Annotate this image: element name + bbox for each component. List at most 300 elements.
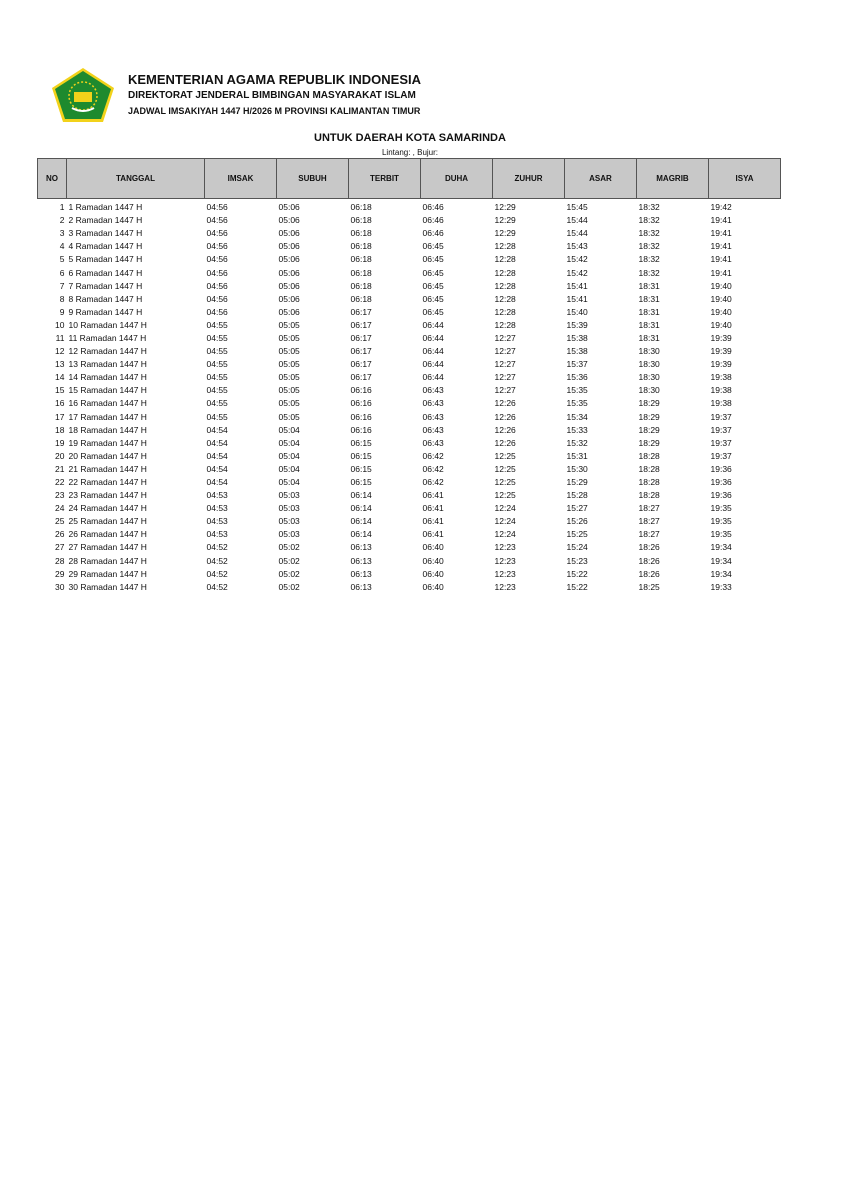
cell-magrib: 18:30 <box>638 359 660 370</box>
cell-subuh: 05:02 <box>278 555 300 566</box>
table-row <box>38 345 781 358</box>
cell-tanggal: 4 Ramadan 1447 H <box>68 241 143 252</box>
cell-asar: 15:38 <box>566 346 588 357</box>
cell-duha: 06:42 <box>422 463 444 474</box>
cell-terbit: 06:18 <box>350 280 372 291</box>
cell-asar: 15:34 <box>566 411 588 422</box>
cell-imsak: 04:53 <box>206 529 228 540</box>
cell-subuh: 05:06 <box>278 254 300 265</box>
cell-no: 5 <box>59 254 65 265</box>
cell-asar: 15:35 <box>566 398 588 409</box>
cell-tanggal: 25 Ramadan 1447 H <box>68 516 147 527</box>
cell-subuh: 05:03 <box>278 529 300 540</box>
cell-asar: 15:44 <box>566 228 588 239</box>
cell-asar: 15:36 <box>566 372 588 383</box>
cell-zuhur: 12:27 <box>494 372 516 383</box>
table-row <box>38 581 781 594</box>
cell-terbit: 06:18 <box>350 228 372 239</box>
cell-subuh: 05:05 <box>278 411 300 422</box>
cell-magrib: 18:25 <box>638 581 660 592</box>
cell-imsak: 04:54 <box>206 463 228 474</box>
table-row <box>38 515 781 528</box>
cell-no: 8 <box>59 293 65 304</box>
cell-magrib: 18:30 <box>638 372 660 383</box>
cell-asar: 15:26 <box>566 516 588 527</box>
cell-isya: 19:40 <box>710 306 732 317</box>
cell-zuhur: 12:25 <box>494 477 516 488</box>
cell-tanggal: 12 Ramadan 1447 H <box>68 346 147 357</box>
cell-magrib: 18:27 <box>638 516 660 527</box>
cell-isya: 19:41 <box>710 215 732 226</box>
column-header-asar: ASAR <box>565 159 637 199</box>
cell-subuh: 05:05 <box>278 346 300 357</box>
cell-duha: 06:41 <box>422 516 444 527</box>
cell-duha: 06:46 <box>422 215 444 226</box>
cell-asar: 15:40 <box>566 306 588 317</box>
cell-isya: 19:38 <box>710 385 732 396</box>
cell-isya: 19:33 <box>710 581 732 592</box>
cell-isya: 19:41 <box>710 254 732 265</box>
cell-isya: 19:39 <box>710 346 732 357</box>
cell-subuh: 05:06 <box>278 215 300 226</box>
table-header-row <box>38 159 781 199</box>
cell-asar: 15:41 <box>566 293 588 304</box>
cell-magrib: 18:32 <box>638 215 660 226</box>
table-row <box>38 266 781 279</box>
cell-tanggal: 3 Ramadan 1447 H <box>68 228 143 239</box>
table-row <box>38 397 781 410</box>
cell-asar: 15:42 <box>566 267 588 278</box>
cell-zuhur: 12:28 <box>494 306 516 317</box>
cell-subuh: 05:06 <box>278 293 300 304</box>
cell-isya: 19:37 <box>710 450 732 461</box>
cell-terbit: 06:13 <box>350 555 372 566</box>
table-row <box>38 384 781 397</box>
table-row <box>38 293 781 306</box>
table-row <box>38 280 781 293</box>
cell-terbit: 06:13 <box>350 542 372 553</box>
cell-imsak: 04:52 <box>206 568 228 579</box>
cell-magrib: 18:26 <box>638 542 660 553</box>
imsakiyah-table <box>37 158 781 594</box>
cell-no: 21 <box>55 463 65 474</box>
cell-tanggal: 21 Ramadan 1447 H <box>68 463 147 474</box>
cell-terbit: 06:15 <box>350 437 372 448</box>
cell-zuhur: 12:28 <box>494 241 516 252</box>
cell-no: 20 <box>55 450 65 461</box>
cell-terbit: 06:17 <box>350 319 372 330</box>
cell-magrib: 18:32 <box>638 254 660 265</box>
table-row <box>38 306 781 319</box>
cell-imsak: 04:52 <box>206 581 228 592</box>
cell-imsak: 04:56 <box>206 267 228 278</box>
cell-isya: 19:39 <box>710 359 732 370</box>
cell-zuhur: 12:23 <box>494 581 516 592</box>
cell-zuhur: 12:28 <box>494 280 516 291</box>
cell-tanggal: 24 Ramadan 1447 H <box>68 503 147 514</box>
cell-no: 14 <box>55 372 65 383</box>
table-row <box>38 199 781 215</box>
cell-asar: 15:44 <box>566 215 588 226</box>
cell-subuh: 05:05 <box>278 332 300 343</box>
cell-isya: 19:34 <box>710 568 732 579</box>
cell-magrib: 18:29 <box>638 411 660 422</box>
cell-no: 29 <box>55 568 65 579</box>
cell-magrib: 18:32 <box>638 228 660 239</box>
cell-duha: 06:44 <box>422 372 444 383</box>
cell-no: 17 <box>55 411 65 422</box>
cell-terbit: 06:13 <box>350 581 372 592</box>
cell-magrib: 18:28 <box>638 450 660 461</box>
cell-no: 18 <box>55 424 65 435</box>
cell-tanggal: 1 Ramadan 1447 H <box>68 202 143 213</box>
cell-duha: 06:45 <box>422 306 444 317</box>
cell-magrib: 18:31 <box>638 332 660 343</box>
cell-terbit: 06:18 <box>350 241 372 252</box>
ministry-title: KEMENTERIAN AGAMA REPUBLIK INDONESIA <box>128 72 421 87</box>
cell-imsak: 04:52 <box>206 555 228 566</box>
cell-terbit: 06:16 <box>350 385 372 396</box>
cell-isya: 19:42 <box>710 202 732 213</box>
cell-duha: 06:40 <box>422 568 444 579</box>
cell-asar: 15:33 <box>566 424 588 435</box>
cell-isya: 19:38 <box>710 398 732 409</box>
cell-no: 4 <box>59 241 65 252</box>
cell-isya: 19:35 <box>710 516 732 527</box>
cell-asar: 15:42 <box>566 254 588 265</box>
cell-subuh: 05:04 <box>278 437 300 448</box>
cell-terbit: 06:18 <box>350 267 372 278</box>
table-row <box>38 411 781 424</box>
cell-tanggal: 11 Ramadan 1447 H <box>68 332 147 343</box>
cell-terbit: 06:18 <box>350 254 372 265</box>
cell-zuhur: 12:23 <box>494 555 516 566</box>
cell-zuhur: 12:25 <box>494 463 516 474</box>
cell-asar: 15:37 <box>566 359 588 370</box>
cell-tanggal: 18 Ramadan 1447 H <box>68 424 147 435</box>
cell-zuhur: 12:24 <box>494 529 516 540</box>
cell-magrib: 18:29 <box>638 424 660 435</box>
directorate-title: DIREKTORAT JENDERAL BIMBINGAN MASYARAKAT ISLAM <box>128 90 416 101</box>
cell-terbit: 06:16 <box>350 398 372 409</box>
cell-duha: 06:45 <box>422 280 444 291</box>
cell-no: 22 <box>55 477 65 488</box>
cell-imsak: 04:56 <box>206 280 228 291</box>
cell-zuhur: 12:28 <box>494 267 516 278</box>
cell-duha: 06:40 <box>422 542 444 553</box>
cell-imsak: 04:56 <box>206 293 228 304</box>
cell-duha: 06:44 <box>422 319 444 330</box>
cell-no: 9 <box>59 306 65 317</box>
cell-asar: 15:31 <box>566 450 588 461</box>
cell-terbit: 06:15 <box>350 477 372 488</box>
cell-imsak: 04:56 <box>206 202 228 213</box>
cell-subuh: 05:06 <box>278 267 300 278</box>
cell-imsak: 04:53 <box>206 516 228 527</box>
cell-subuh: 05:04 <box>278 477 300 488</box>
cell-magrib: 18:31 <box>638 280 660 291</box>
cell-imsak: 04:54 <box>206 477 228 488</box>
cell-zuhur: 12:29 <box>494 202 516 213</box>
table-row <box>38 489 781 502</box>
table-row <box>38 319 781 332</box>
cell-duha: 06:44 <box>422 346 444 357</box>
kemenag-logo-icon <box>50 66 116 124</box>
cell-isya: 19:37 <box>710 411 732 422</box>
cell-duha: 06:40 <box>422 581 444 592</box>
cell-zuhur: 12:28 <box>494 319 516 330</box>
cell-tanggal: 14 Ramadan 1447 H <box>68 372 147 383</box>
cell-isya: 19:41 <box>710 241 732 252</box>
cell-terbit: 06:18 <box>350 202 372 213</box>
cell-isya: 19:36 <box>710 477 732 488</box>
column-header-isya: ISYA <box>709 159 781 199</box>
cell-no: 3 <box>59 228 65 239</box>
cell-no: 27 <box>55 542 65 553</box>
cell-terbit: 06:17 <box>350 372 372 383</box>
cell-tanggal: 5 Ramadan 1447 H <box>68 254 143 265</box>
cell-terbit: 06:17 <box>350 306 372 317</box>
cell-no: 7 <box>59 280 65 291</box>
table-row <box>38 476 781 489</box>
cell-duha: 06:42 <box>422 477 444 488</box>
cell-subuh: 05:02 <box>278 542 300 553</box>
cell-duha: 06:43 <box>422 398 444 409</box>
cell-subuh: 05:02 <box>278 581 300 592</box>
cell-zuhur: 12:26 <box>494 424 516 435</box>
cell-no: 26 <box>55 529 65 540</box>
cell-subuh: 05:05 <box>278 398 300 409</box>
cell-zuhur: 12:28 <box>494 293 516 304</box>
cell-zuhur: 12:29 <box>494 215 516 226</box>
cell-tanggal: 23 Ramadan 1447 H <box>68 490 147 501</box>
cell-no: 10 <box>55 319 65 330</box>
column-header-imsak: IMSAK <box>205 159 277 199</box>
region-title: UNTUK DAERAH KOTA SAMARINDA <box>314 132 506 144</box>
cell-no: 15 <box>55 385 65 396</box>
cell-asar: 15:22 <box>566 568 588 579</box>
cell-magrib: 18:26 <box>638 555 660 566</box>
cell-duha: 06:41 <box>422 529 444 540</box>
cell-duha: 06:46 <box>422 228 444 239</box>
cell-subuh: 05:03 <box>278 516 300 527</box>
cell-zuhur: 12:27 <box>494 332 516 343</box>
cell-asar: 15:23 <box>566 555 588 566</box>
cell-tanggal: 2 Ramadan 1447 H <box>68 215 143 226</box>
cell-zuhur: 12:26 <box>494 398 516 409</box>
cell-zuhur: 12:24 <box>494 516 516 527</box>
cell-terbit: 06:15 <box>350 450 372 461</box>
cell-imsak: 04:54 <box>206 424 228 435</box>
cell-isya: 19:36 <box>710 463 732 474</box>
cell-subuh: 05:05 <box>278 372 300 383</box>
table-row <box>38 371 781 384</box>
cell-asar: 15:28 <box>566 490 588 501</box>
cell-imsak: 04:56 <box>206 241 228 252</box>
cell-no: 2 <box>59 215 65 226</box>
cell-imsak: 04:55 <box>206 372 228 383</box>
cell-duha: 06:46 <box>422 202 444 213</box>
cell-subuh: 05:04 <box>278 424 300 435</box>
cell-terbit: 06:18 <box>350 293 372 304</box>
cell-terbit: 06:17 <box>350 332 372 343</box>
cell-no: 11 <box>55 332 65 343</box>
cell-magrib: 18:28 <box>638 463 660 474</box>
cell-tanggal: 7 Ramadan 1447 H <box>68 280 143 291</box>
cell-subuh: 05:04 <box>278 450 300 461</box>
cell-asar: 15:32 <box>566 437 588 448</box>
cell-tanggal: 9 Ramadan 1447 H <box>68 306 143 317</box>
cell-isya: 19:36 <box>710 490 732 501</box>
cell-terbit: 06:17 <box>350 346 372 357</box>
table-row <box>38 332 781 345</box>
cell-imsak: 04:55 <box>206 346 228 357</box>
cell-subuh: 05:06 <box>278 228 300 239</box>
cell-duha: 06:43 <box>422 437 444 448</box>
cell-no: 12 <box>55 346 65 357</box>
schedule-title: JADWAL IMSAKIYAH 1447 H/2026 M PROVINSI KALIMANTAN TIMUR <box>128 106 421 116</box>
cell-no: 28 <box>55 555 65 566</box>
cell-magrib: 18:32 <box>638 241 660 252</box>
cell-magrib: 18:30 <box>638 346 660 357</box>
cell-imsak: 04:53 <box>206 503 228 514</box>
cell-zuhur: 12:23 <box>494 542 516 553</box>
cell-terbit: 06:16 <box>350 411 372 422</box>
cell-no: 25 <box>55 516 65 527</box>
cell-tanggal: 19 Ramadan 1447 H <box>68 437 147 448</box>
cell-zuhur: 12:26 <box>494 437 516 448</box>
cell-magrib: 18:31 <box>638 306 660 317</box>
cell-tanggal: 13 Ramadan 1447 H <box>68 359 147 370</box>
cell-asar: 15:38 <box>566 332 588 343</box>
cell-duha: 06:43 <box>422 385 444 396</box>
cell-subuh: 05:06 <box>278 306 300 317</box>
cell-zuhur: 12:25 <box>494 450 516 461</box>
column-header-duha: DUHA <box>421 159 493 199</box>
cell-duha: 06:44 <box>422 332 444 343</box>
cell-terbit: 06:14 <box>350 490 372 501</box>
cell-magrib: 18:30 <box>638 385 660 396</box>
cell-asar: 15:39 <box>566 319 588 330</box>
cell-asar: 15:30 <box>566 463 588 474</box>
cell-asar: 15:29 <box>566 477 588 488</box>
cell-imsak: 04:54 <box>206 437 228 448</box>
cell-zuhur: 12:23 <box>494 568 516 579</box>
cell-terbit: 06:16 <box>350 424 372 435</box>
table-row <box>38 463 781 476</box>
cell-isya: 19:34 <box>710 555 732 566</box>
cell-terbit: 06:14 <box>350 516 372 527</box>
cell-asar: 15:35 <box>566 385 588 396</box>
cell-zuhur: 12:26 <box>494 411 516 422</box>
cell-magrib: 18:32 <box>638 267 660 278</box>
cell-subuh: 05:05 <box>278 319 300 330</box>
cell-terbit: 06:14 <box>350 529 372 540</box>
cell-terbit: 06:17 <box>350 359 372 370</box>
cell-zuhur: 12:25 <box>494 490 516 501</box>
cell-magrib: 18:29 <box>638 398 660 409</box>
table-row <box>38 227 781 240</box>
cell-zuhur: 12:28 <box>494 254 516 265</box>
cell-imsak: 04:55 <box>206 385 228 396</box>
cell-imsak: 04:56 <box>206 215 228 226</box>
cell-magrib: 18:26 <box>638 568 660 579</box>
cell-duha: 06:43 <box>422 424 444 435</box>
cell-subuh: 05:05 <box>278 385 300 396</box>
cell-duha: 06:44 <box>422 359 444 370</box>
cell-imsak: 04:56 <box>206 228 228 239</box>
cell-terbit: 06:15 <box>350 463 372 474</box>
column-header-subuh: SUBUH <box>277 159 349 199</box>
table-row <box>38 424 781 437</box>
cell-no: 30 <box>55 581 65 592</box>
cell-isya: 19:40 <box>710 293 732 304</box>
cell-subuh: 05:06 <box>278 202 300 213</box>
cell-subuh: 05:06 <box>278 241 300 252</box>
cell-no: 24 <box>55 503 65 514</box>
table-row <box>38 358 781 371</box>
cell-imsak: 04:52 <box>206 542 228 553</box>
cell-zuhur: 12:27 <box>494 359 516 370</box>
cell-tanggal: 26 Ramadan 1447 H <box>68 529 147 540</box>
cell-isya: 19:37 <box>710 437 732 448</box>
cell-duha: 06:45 <box>422 267 444 278</box>
cell-isya: 19:40 <box>710 280 732 291</box>
table-row <box>38 528 781 541</box>
cell-magrib: 18:31 <box>638 293 660 304</box>
cell-isya: 19:35 <box>710 529 732 540</box>
table-row <box>38 253 781 266</box>
cell-magrib: 18:27 <box>638 503 660 514</box>
cell-magrib: 18:28 <box>638 490 660 501</box>
cell-isya: 19:34 <box>710 542 732 553</box>
table-row <box>38 450 781 463</box>
cell-tanggal: 10 Ramadan 1447 H <box>68 319 147 330</box>
cell-subuh: 05:05 <box>278 359 300 370</box>
cell-imsak: 04:56 <box>206 254 228 265</box>
cell-duha: 06:40 <box>422 555 444 566</box>
cell-terbit: 06:14 <box>350 503 372 514</box>
cell-zuhur: 12:27 <box>494 385 516 396</box>
cell-imsak: 04:55 <box>206 411 228 422</box>
table-row <box>38 555 781 568</box>
coordinates: Lintang: , Bujur: <box>381 148 439 157</box>
cell-asar: 15:45 <box>566 202 588 213</box>
cell-isya: 19:41 <box>710 267 732 278</box>
cell-magrib: 18:29 <box>638 437 660 448</box>
cell-tanggal: 16 Ramadan 1447 H <box>68 398 147 409</box>
cell-subuh: 05:02 <box>278 568 300 579</box>
table-row <box>38 214 781 227</box>
cell-asar: 15:27 <box>566 503 588 514</box>
cell-no: 13 <box>55 359 65 370</box>
cell-duha: 06:43 <box>422 411 444 422</box>
cell-no: 23 <box>55 490 65 501</box>
cell-zuhur: 12:29 <box>494 228 516 239</box>
cell-asar: 15:41 <box>566 280 588 291</box>
cell-magrib: 18:31 <box>638 319 660 330</box>
cell-asar: 15:43 <box>566 241 588 252</box>
cell-subuh: 05:06 <box>278 280 300 291</box>
cell-no: 1 <box>59 202 65 213</box>
cell-isya: 19:37 <box>710 424 732 435</box>
cell-zuhur: 12:27 <box>494 346 516 357</box>
cell-magrib: 18:32 <box>638 202 660 213</box>
cell-no: 16 <box>55 398 65 409</box>
column-header-no: NO <box>38 159 67 199</box>
cell-tanggal: 27 Ramadan 1447 H <box>68 542 147 553</box>
cell-asar: 15:24 <box>566 542 588 553</box>
